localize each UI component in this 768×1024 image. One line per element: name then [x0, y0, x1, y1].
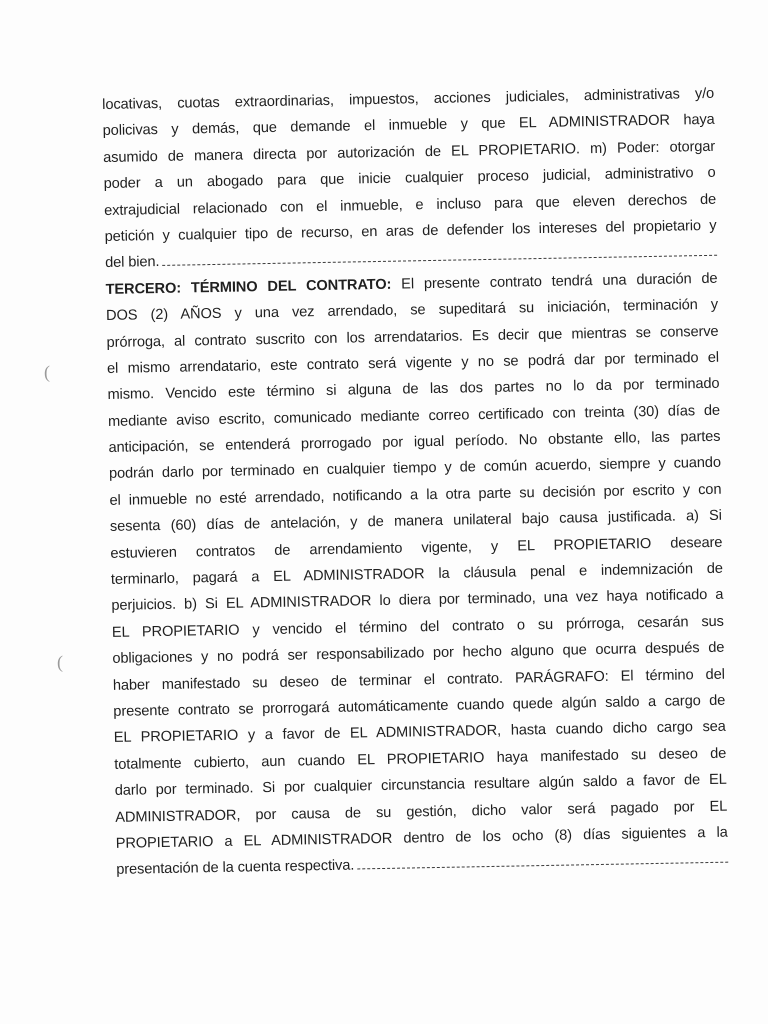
text-line: sesenta (60) días de antelación, y de manera unilateral bajo causa justificada. a) Si	[109, 507, 723, 536]
text-line: podrán darlo por terminado en cualquier tiempo y de común acuerdo, siempre y cuando	[108, 455, 722, 483]
contract-text	[102, 81, 728, 884]
text-line: prórroga, al contrato suscrito con los arrendatarios. Es decir que mientras se conserve	[106, 323, 719, 351]
text-line: obligaciones y no podrá ser responsabilizado por hecho alguno que ocurra después de	[112, 639, 725, 668]
text-line: haber manifestado su deseo de terminar el contrato. PARÁGRAFO: El término del	[112, 666, 725, 694]
text-line: petición y cualquier tipo de recurso, en aras de defender los intereses del propietario y	[104, 217, 717, 245]
dashed-fill-line	[357, 862, 728, 870]
text-line: ADMINISTRADOR, por causa de su gestión, dicho valor será pagado por EL	[115, 798, 728, 826]
text-line: el mismo arrendatario, este contrato será vigente y no se podrá dar por terminado el	[106, 349, 720, 377]
margin-mark-1: (	[44, 362, 50, 382]
text-line: asumido de manera directa por autorización de EL PROPIETARIO. m) Poder: otorgar	[103, 138, 716, 166]
text-line: darlo por terminado. Si por cualquier circunstancia resultare algún saldo a favor de EL	[114, 771, 727, 800]
text-line: extrajudicial relacionado con el inmueble, e incluso para que eleven derechos de	[104, 191, 717, 219]
text-line: locativas, cuotas extraordinarias, impuestos, acciones judiciales, administrativas y/o	[102, 85, 715, 113]
text-line: perjuicios. b) Si EL ADMINISTRADOR lo diera por terminado, una vez haya notificado a	[111, 587, 724, 615]
text-line: totalmente cubierto, aun cuando EL PROPIETARIO haya manifestado su deseo de	[114, 745, 727, 773]
dashed-fill-line	[162, 255, 717, 266]
text-line: estuvieren contratos de arrendamiento vigente, y EL PROPIETARIO deseare	[110, 534, 723, 562]
clause-heading: TERCERO: TÉRMINO DEL CONTRATO:	[105, 276, 392, 298]
text-line: DOS (2) AÑOS y una vez arrendado, se supeditará su iniciación, terminación y	[105, 296, 719, 325]
text-line: poder a un abogado para que inicie cualquier proceso judicial, administrativo o	[103, 164, 716, 193]
heading-rest: El presente contrato tendrá una duración de	[401, 270, 718, 293]
paragraph-1	[102, 81, 717, 277]
closing-text: presentación de la cuenta respectiva.	[116, 857, 355, 879]
text-line: EL PROPIETARIO y vencido el término del contrato o su prórroga, cesarán sus	[111, 613, 724, 641]
text-line: terminarlo, pagará a EL ADMINISTRADOR la cláusula penal e indemnización de	[110, 560, 723, 588]
text-line: anticipación, se entenderá prorrogado por igual período. No obstante ello, las partes	[108, 428, 721, 457]
text-line: mediante aviso escrito, comunicado mediante correo certificado con treinta (30) días de	[107, 402, 721, 430]
text-line: mismo. Vencido este término si alguna de las dos partes no lo da por terminado	[107, 376, 720, 404]
text-line: PROPIETARIO a EL ADMINISTRADOR dentro de los ocho (8) días siguientes a la	[115, 824, 728, 852]
closing-text: del bien.	[104, 254, 160, 272]
paragraph-2	[105, 265, 728, 883]
text-line: EL PROPIETARIO y a favor de EL ADMINISTRADOR, hasta cuando dicho cargo sea	[113, 719, 726, 747]
text-line: policivas y demás, que demande el inmueble y que EL ADMINISTRADOR haya	[102, 112, 715, 140]
margin-mark-2: (	[57, 652, 63, 672]
text-line: el inmueble no esté arrendado, notificando a la otra parte su decisión por escrito y con	[109, 481, 722, 509]
text-line: presente contrato se prorrogará automáticamente cuando quede algún saldo a cargo de	[113, 692, 726, 720]
